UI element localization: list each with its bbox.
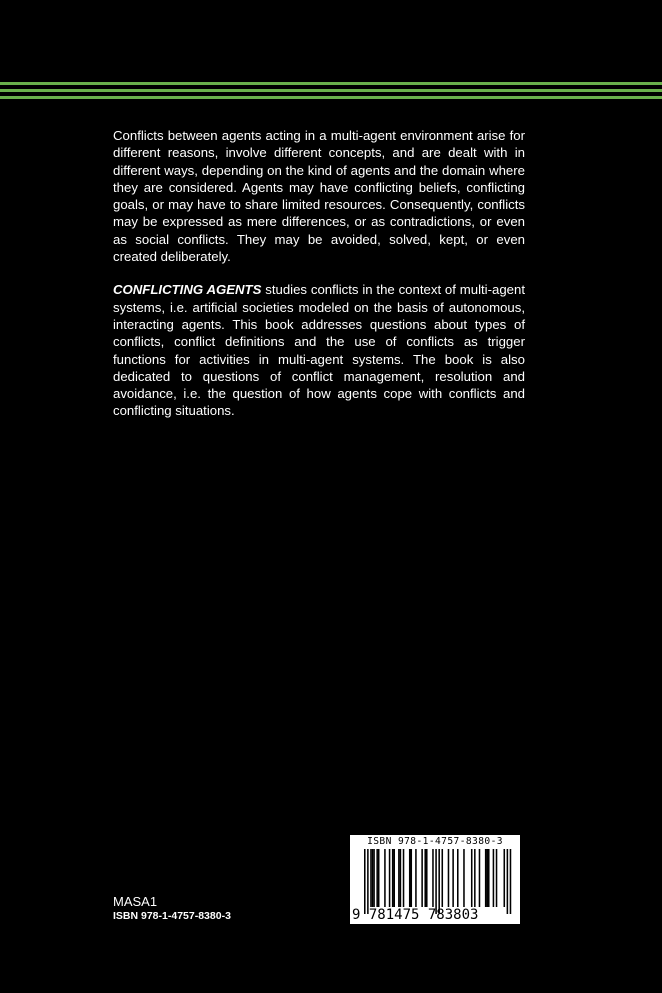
barcode-bar [378,849,380,907]
barcode-bar [364,849,366,914]
barcode-bar [457,849,459,907]
barcode-bar [392,849,394,907]
blurb-paragraph-2 [113,281,525,419]
blurb-paragraph-2-body: studies conflicts in the context of multi-agent systems, i.e. artificial societies modeled on the basis of autonomous, interacting agents. This book addresses questions about types of conflicts, conflict definitions and the use of conflicts as trigger functions for activities in multi-agent systems. The book is also dedicated to questions of conflict management, resolution and avoidance, i.e. the question of how agents cope with conflicts and conflicting situations. [113,282,525,419]
blurb-paragraph-1: Conflicts between agents acting in a multi-agent environment arise for different reasons, involve different concepts, and are dealt with in different ways, depending on the kind of agents and the domain where they are considered. Agents may have conflicting beliefs, conflicting goals, or may have to share limited resources. Consequently, conflicts may be expressed as mere differences, or as contradictions, or even as social conflicts. They may be avoided, solved, kept, or even created deliberately. [113,128,525,265]
barcode-bar [415,849,417,907]
barcode-bar [398,849,400,907]
barcode-bar [376,849,378,907]
green-stripe-bottom [0,96,662,99]
barcode-bar [496,849,498,907]
barcode-bar [463,849,465,907]
barcode-bar [373,849,375,907]
barcode-bar [485,849,487,907]
barcode-bar [438,849,440,914]
barcode-bar [510,849,512,914]
barcode-bar [452,849,454,907]
barcode-bar [421,849,423,907]
barcode-bar [384,849,386,907]
barcode-bar [424,849,426,907]
green-stripe-middle [0,89,662,92]
barcode-bar [370,849,372,907]
barcode-bar [442,849,444,907]
barcode-bar [426,849,428,907]
barcode-bar [403,849,405,907]
barcode-bar [372,849,374,907]
barcode-bar [474,849,476,907]
barcode-bar [488,849,490,907]
barcode-isbn-text: ISBN 978-1-4757-8380-3 [367,836,503,847]
book-title-emphasis: CONFLICTING AGENTS [113,282,262,298]
barcode-bar [367,849,369,914]
barcode-bar [411,849,413,907]
barcode [350,835,520,924]
barcode-bar [435,849,437,914]
barcode-bar [504,849,506,907]
barcode-bar [507,849,509,914]
barcode-bar [393,849,395,907]
barcode-bar [493,849,495,907]
barcode-bar [409,849,411,907]
back-cover-blurb [113,127,525,420]
barcode-bar [400,849,402,907]
barcode-bar [432,849,434,907]
barcode-bar [479,849,481,907]
isbn-label: ISBN 978-1-4757-8380-3 [113,910,231,922]
green-stripe-top [0,82,662,85]
barcode-bar [389,849,391,907]
barcode-bar [486,849,488,907]
series-code: MASA1 [113,894,158,909]
barcode-digits: 9 781475 783803 [352,907,479,923]
barcode-bar [448,849,450,907]
barcode-bar [471,849,473,907]
